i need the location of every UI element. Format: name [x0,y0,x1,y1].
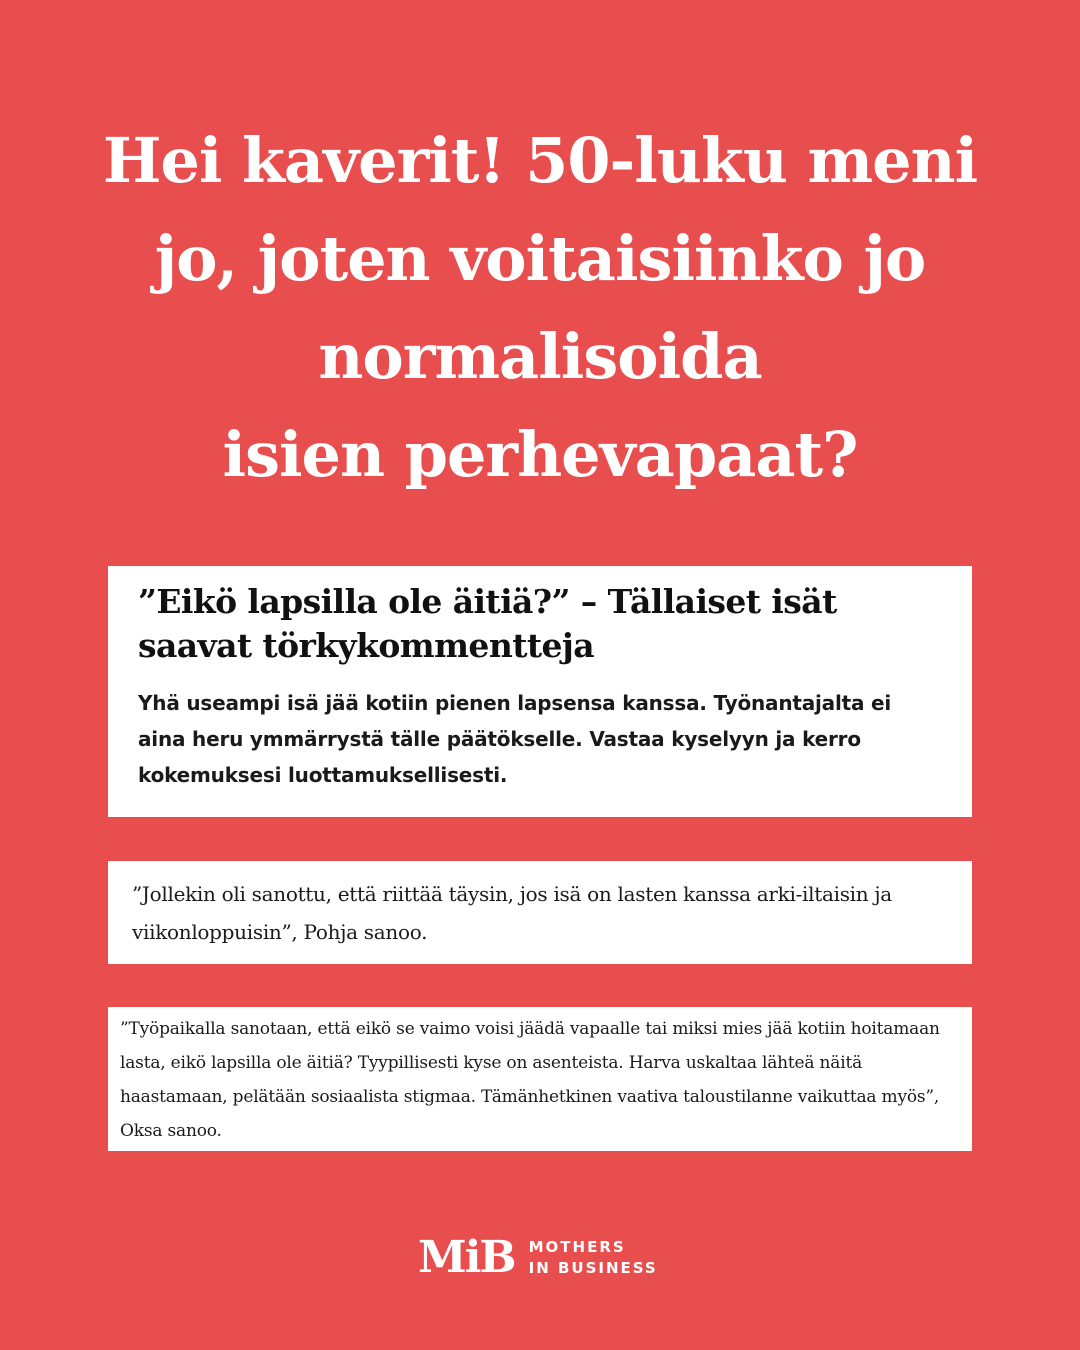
logo-wordmark [529,1237,658,1279]
quote-oksa-text: ”Työpaikalla sanotaan, että eikö se vaimo voisi jäädä vapaalle tai miksi mies jää kotiin hoitamaan lasta, eikö lapsilla ole äitiä? Tyypillisesti kyse on asenteista. Harva uskaltaa lähteä näitä haastamaan, pelätään sosiaalista stigmaa. Tämänhetkinen vaativa taloustilanne vaikuttaa myös”, Oksa sanoo. [120,1019,940,1141]
logo-line-2: IN BUSINESS [528,1259,658,1277]
logo-mark: MiB [418,1232,515,1283]
article-card [108,566,972,817]
headline-line-3: normalisoida [318,320,762,393]
headline-line-1: Hei kaverit! 50-luku meni [102,124,978,197]
quote-card-pohja [108,861,972,964]
quote-card-oksa [108,1007,972,1151]
article-title: ”Eikö lapsilla ole äitiä?” – Tällaiset isät saavat törkykommentteja [138,582,837,665]
mib-logo [418,1234,658,1282]
article-lead: Yhä useampi isä jää kotiin pienen lapsensa kanssa. Työnantajalta ei aina heru ymmärrystä tälle päätökselle. Vastaa kyselyyn ja kerro kokemuksesi luottamuksellisesti. [138,691,892,787]
headline-line-4: isien perhevapaat? [222,418,858,491]
quote-pohja-text: ”Jollekin oli sanottu, että riittää täysin, jos isä on lasten kanssa arki-iltaisin ja viikonloppuisin”, Pohja sanoo. [132,882,892,944]
headline-line-2: jo, joten voitaisiinko jo [154,222,926,295]
logo-line-1: MOTHERS [528,1238,626,1256]
headline [60,112,1020,504]
